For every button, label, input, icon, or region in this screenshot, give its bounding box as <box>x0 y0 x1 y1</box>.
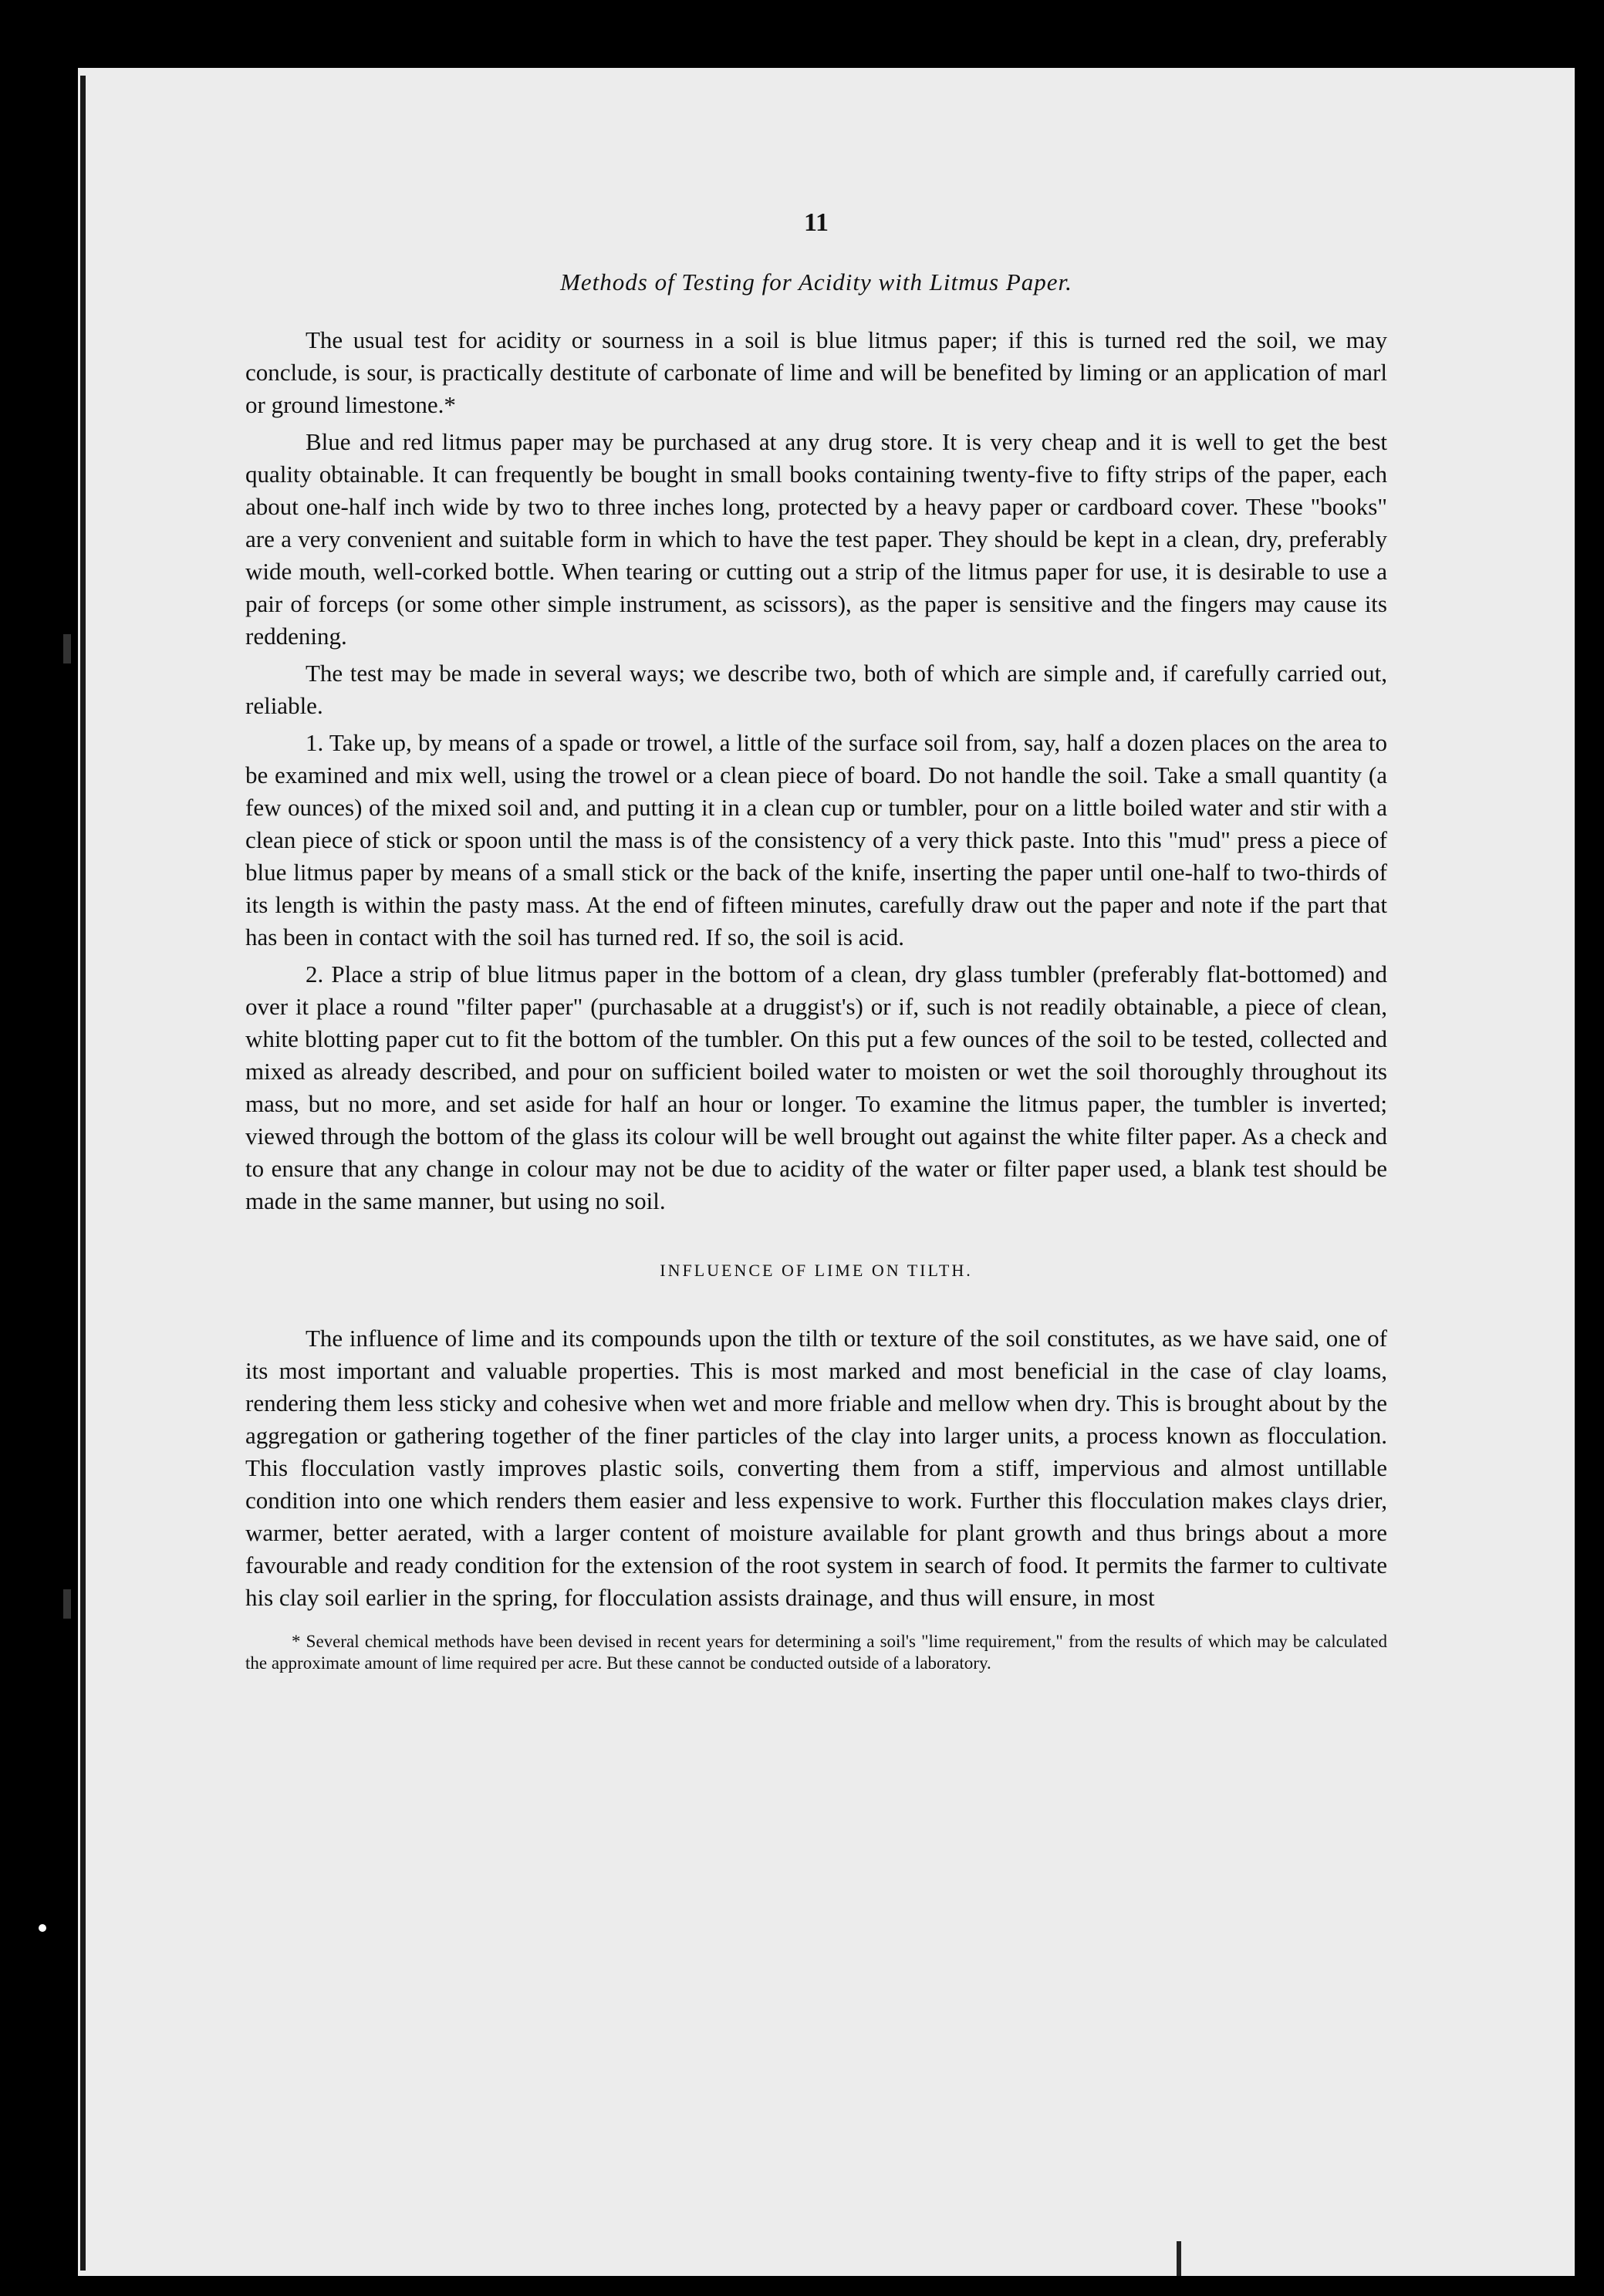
scan-artifact <box>39 1924 46 1932</box>
page-content <box>245 208 1387 1692</box>
page-number: 11 <box>803 208 829 237</box>
section-heading: INFLUENCE OF LIME ON TILTH. <box>660 1261 973 1280</box>
scan-artifact <box>1177 2241 1181 2276</box>
paragraph: The usual test for acidity or sourness in a soil is blue litmus paper; if this is turned red the soil, we may conclude, is sour, is practically destitute of carbonate of lime and will be benefited by liming or an application of marl or ground limestone.* <box>245 326 1387 418</box>
binding-mark <box>63 1589 71 1619</box>
paragraph: 1. Take up, by means of a spade or trowel, a little of the surface soil from, say, half a dozen places on the area to be examined and mix well, using the trowel or a clean piece of board. Do not handle the soil. Take a small quantity (a few ounces) of the mixed soil and, and putting it in a clean cup or tumbler, pour on a little boiled water and stir with a clean piece of stick or spoon until the mass is of the consistency of a very thick paste. Into this "mud" press a piece of blue litmus paper by means of a small stick or the back of the knife, inserting the paper until one-half to two-thirds of its length is within the pasty mass. At the end of fifteen minutes, carefully draw out the paper and note if the part that has been in contact with the soil has turned red. If so, the soil is acid. <box>245 729 1387 950</box>
page-binding-edge <box>80 76 86 2271</box>
footnote: * Several chemical methods have been devised in recent years for determining a soil's "lime requirement," from the results of which may be calculated the approximate amount of lime required per acre. But these cannot be conducted outside of a laboratory. <box>245 1632 1387 1673</box>
paragraph: The test may be made in several ways; we describe two, both of which are simple and, if carefully carried out, reliable. <box>245 660 1387 719</box>
paragraph: 2. Place a strip of blue litmus paper in the bottom of a clean, dry glass tumbler (preferably flat-bottomed) and over it place a round "filter paper" (purchasable at a druggist's) or if, such is not readily obtainable, a piece of clean, white blotting paper cut to fit the bottom of the tumbler. On this put a few ounces of the soil to be tested, collected and mixed as already described, and pour on sufficient boiled water to moisten or wet the soil thoroughly throughout its mass, but no more, and set aside for half an hour or longer. To examine the litmus paper, the tumbler is inverted; viewed through the bottom of the glass its colour will be well brought out against the white filter paper. As a check and to ensure that any change in colour may not be due to acidity of the water or filter paper used, a blank test should be made in the same manner, but using no soil. <box>245 961 1387 1214</box>
paragraph: Blue and red litmus paper may be purchased at any drug store. It is very cheap and it is well to get the best quality obtainable. It can frequently be bought in small books containing twenty-five to fifty strips of the paper, each about one-half inch wide by two to three inches long, protected by a heavy paper or cardboard cover. These "books" are a very convenient and suitable form in which to have the test paper. They should be kept in a clean, dry, preferably wide mouth, well-corked bottle. When tearing or cutting out a strip of the litmus paper for use, it is desirable to use a pair of forceps (or some other simple instrument, as scissors), as the paper is sensitive and the fingers may cause its reddening. <box>245 428 1387 650</box>
section-title: Methods of Testing for Acidity with Litmus Paper. <box>560 268 1072 295</box>
paragraph: The influence of lime and its compounds upon the tilth or texture of the soil constitutes, as we have said, one of its most important and valuable properties. This is most marked and most beneficial in the case of clay loams, rendering them less sticky and cohesive when wet and more friable and mellow when dry. This is brought about by the aggregation or gathering together of the finer particles of the clay into larger units, a process known as flocculation. This flocculation vastly improves plastic soils, converting them from a stiff, impervious and almost untillable condition into one which renders them easier and less expensive to work. Further this flocculation makes clays drier, warmer, better aerated, with a larger content of moisture available for plant growth and thus brings about a more favourable and ready condition for the extension of the root system in search of food. It permits the farmer to cultivate his clay soil earlier in the spring, for flocculation assists drainage, and thus will ensure, in most <box>245 1325 1387 1611</box>
binding-mark <box>63 634 71 663</box>
